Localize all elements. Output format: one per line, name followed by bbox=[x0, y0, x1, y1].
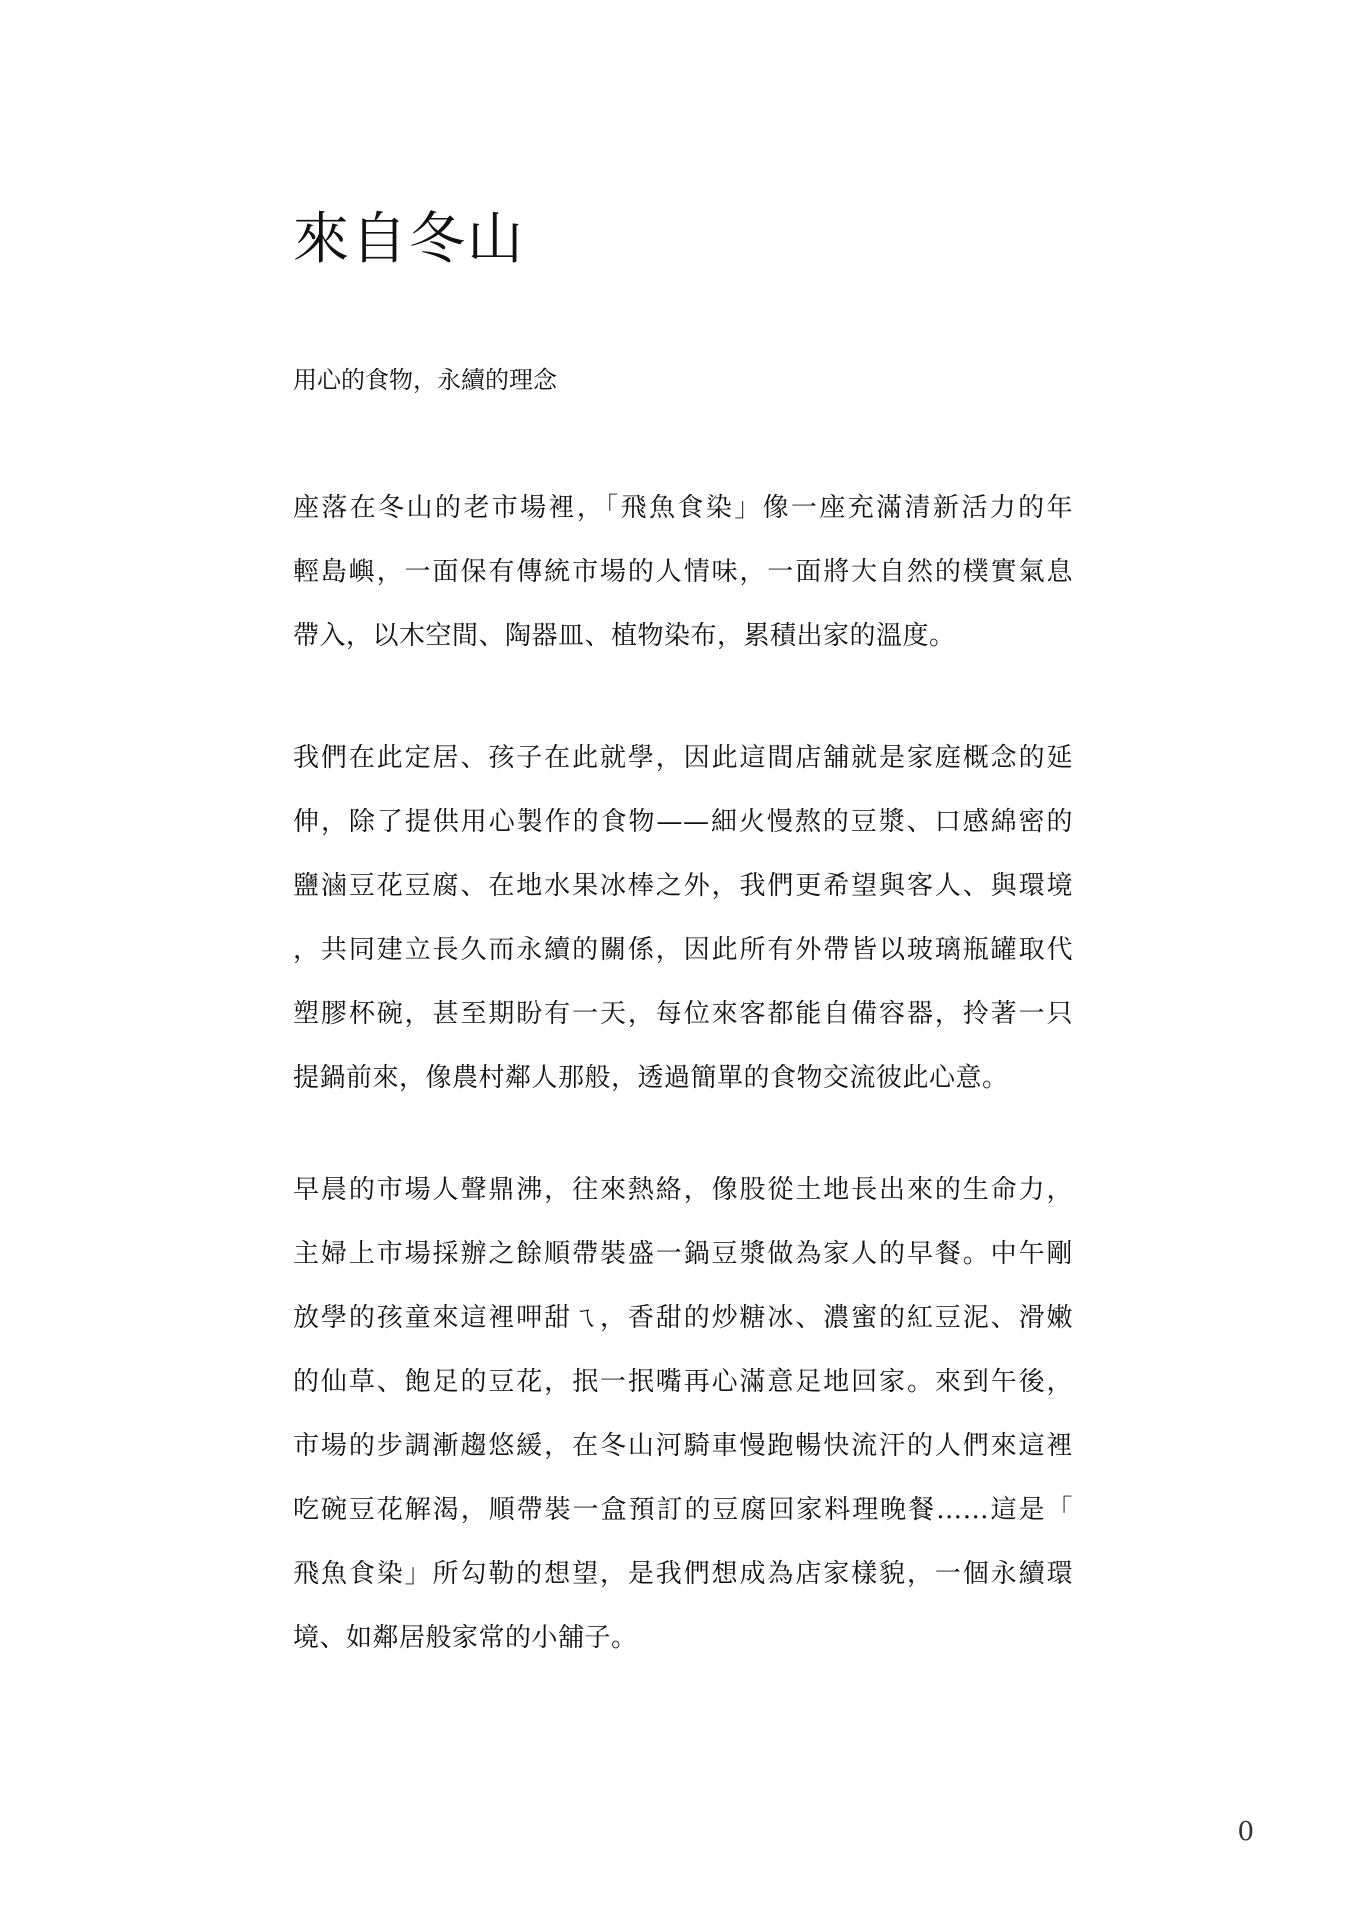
paragraph-line: 座落在冬山的老市場裡，「飛魚食染」像一座充滿清新活力的年 bbox=[293, 493, 1073, 523]
paragraph-line: 放學的孩童來這裡呷甜ㄟ，香甜的炒糖冰、濃蜜的紅豆泥、滑嫩 bbox=[293, 1303, 1073, 1333]
paragraph-line: 早晨的市場人聲鼎沸，往來熱絡，像股從土地長出來的生命力， bbox=[293, 1175, 1073, 1205]
paragraph-line: 提鍋前來，像農村鄰人那般，透過簡單的食物交流彼此心意。 bbox=[293, 1063, 1009, 1093]
page-title: 來自冬山 bbox=[293, 207, 525, 272]
paragraph-line: 鹽滷豆花豆腐、在地水果冰棒之外，我們更希望與客人、與環境 bbox=[293, 871, 1073, 901]
paragraph-line: 主婦上市場採辦之餘順帶裝盛一鍋豆漿做為家人的早餐。中午剛 bbox=[293, 1239, 1073, 1269]
page-subtitle: 用心的食物，永續的理念 bbox=[293, 366, 557, 394]
paragraph-line: 市場的步調漸趨悠緩，在冬山河騎車慢跑暢快流汗的人們來這裡 bbox=[293, 1431, 1073, 1461]
paragraph-line: 伸，除了提供用心製作的食物——細火慢熬的豆漿、口感綿密的 bbox=[293, 807, 1073, 837]
paragraph-line: 我們在此定居、孩子在此就學，因此這間店舖就是家庭概念的延 bbox=[293, 743, 1073, 773]
paragraph-line: 飛魚食染」所勾勒的想望，是我們想成為店家樣貌，一個永續環 bbox=[293, 1559, 1073, 1589]
paragraph-2 bbox=[293, 726, 1073, 1110]
paragraph-line: 吃碗豆花解渴，順帶裝一盒預訂的豆腐回家料理晚餐……這是「 bbox=[293, 1495, 1073, 1525]
paragraph-line: 塑膠杯碗，甚至期盼有一天，每位來客都能自備容器，拎著一只 bbox=[293, 999, 1073, 1029]
paragraph-line: ，共同建立長久而永續的關係，因此所有外帶皆以玻璃瓶罐取代 bbox=[293, 935, 1073, 965]
paragraph-line: 帶入，以木空間、陶器皿、植物染布，累積出家的溫度。 bbox=[293, 621, 956, 651]
paragraph-line: 的仙草、飽足的豆花，抿一抿嘴再心滿意足地回家。來到午後， bbox=[293, 1367, 1073, 1397]
paragraph-3 bbox=[293, 1158, 1073, 1670]
paragraph-1 bbox=[293, 476, 1073, 668]
page-number: 0 bbox=[1237, 1817, 1254, 1847]
paragraph-line: 境、如鄰居般家常的小舖子。 bbox=[293, 1623, 638, 1653]
paragraph-line: 輕島嶼，一面保有傳統市場的人情味，一面將大自然的樸實氣息 bbox=[293, 557, 1073, 587]
